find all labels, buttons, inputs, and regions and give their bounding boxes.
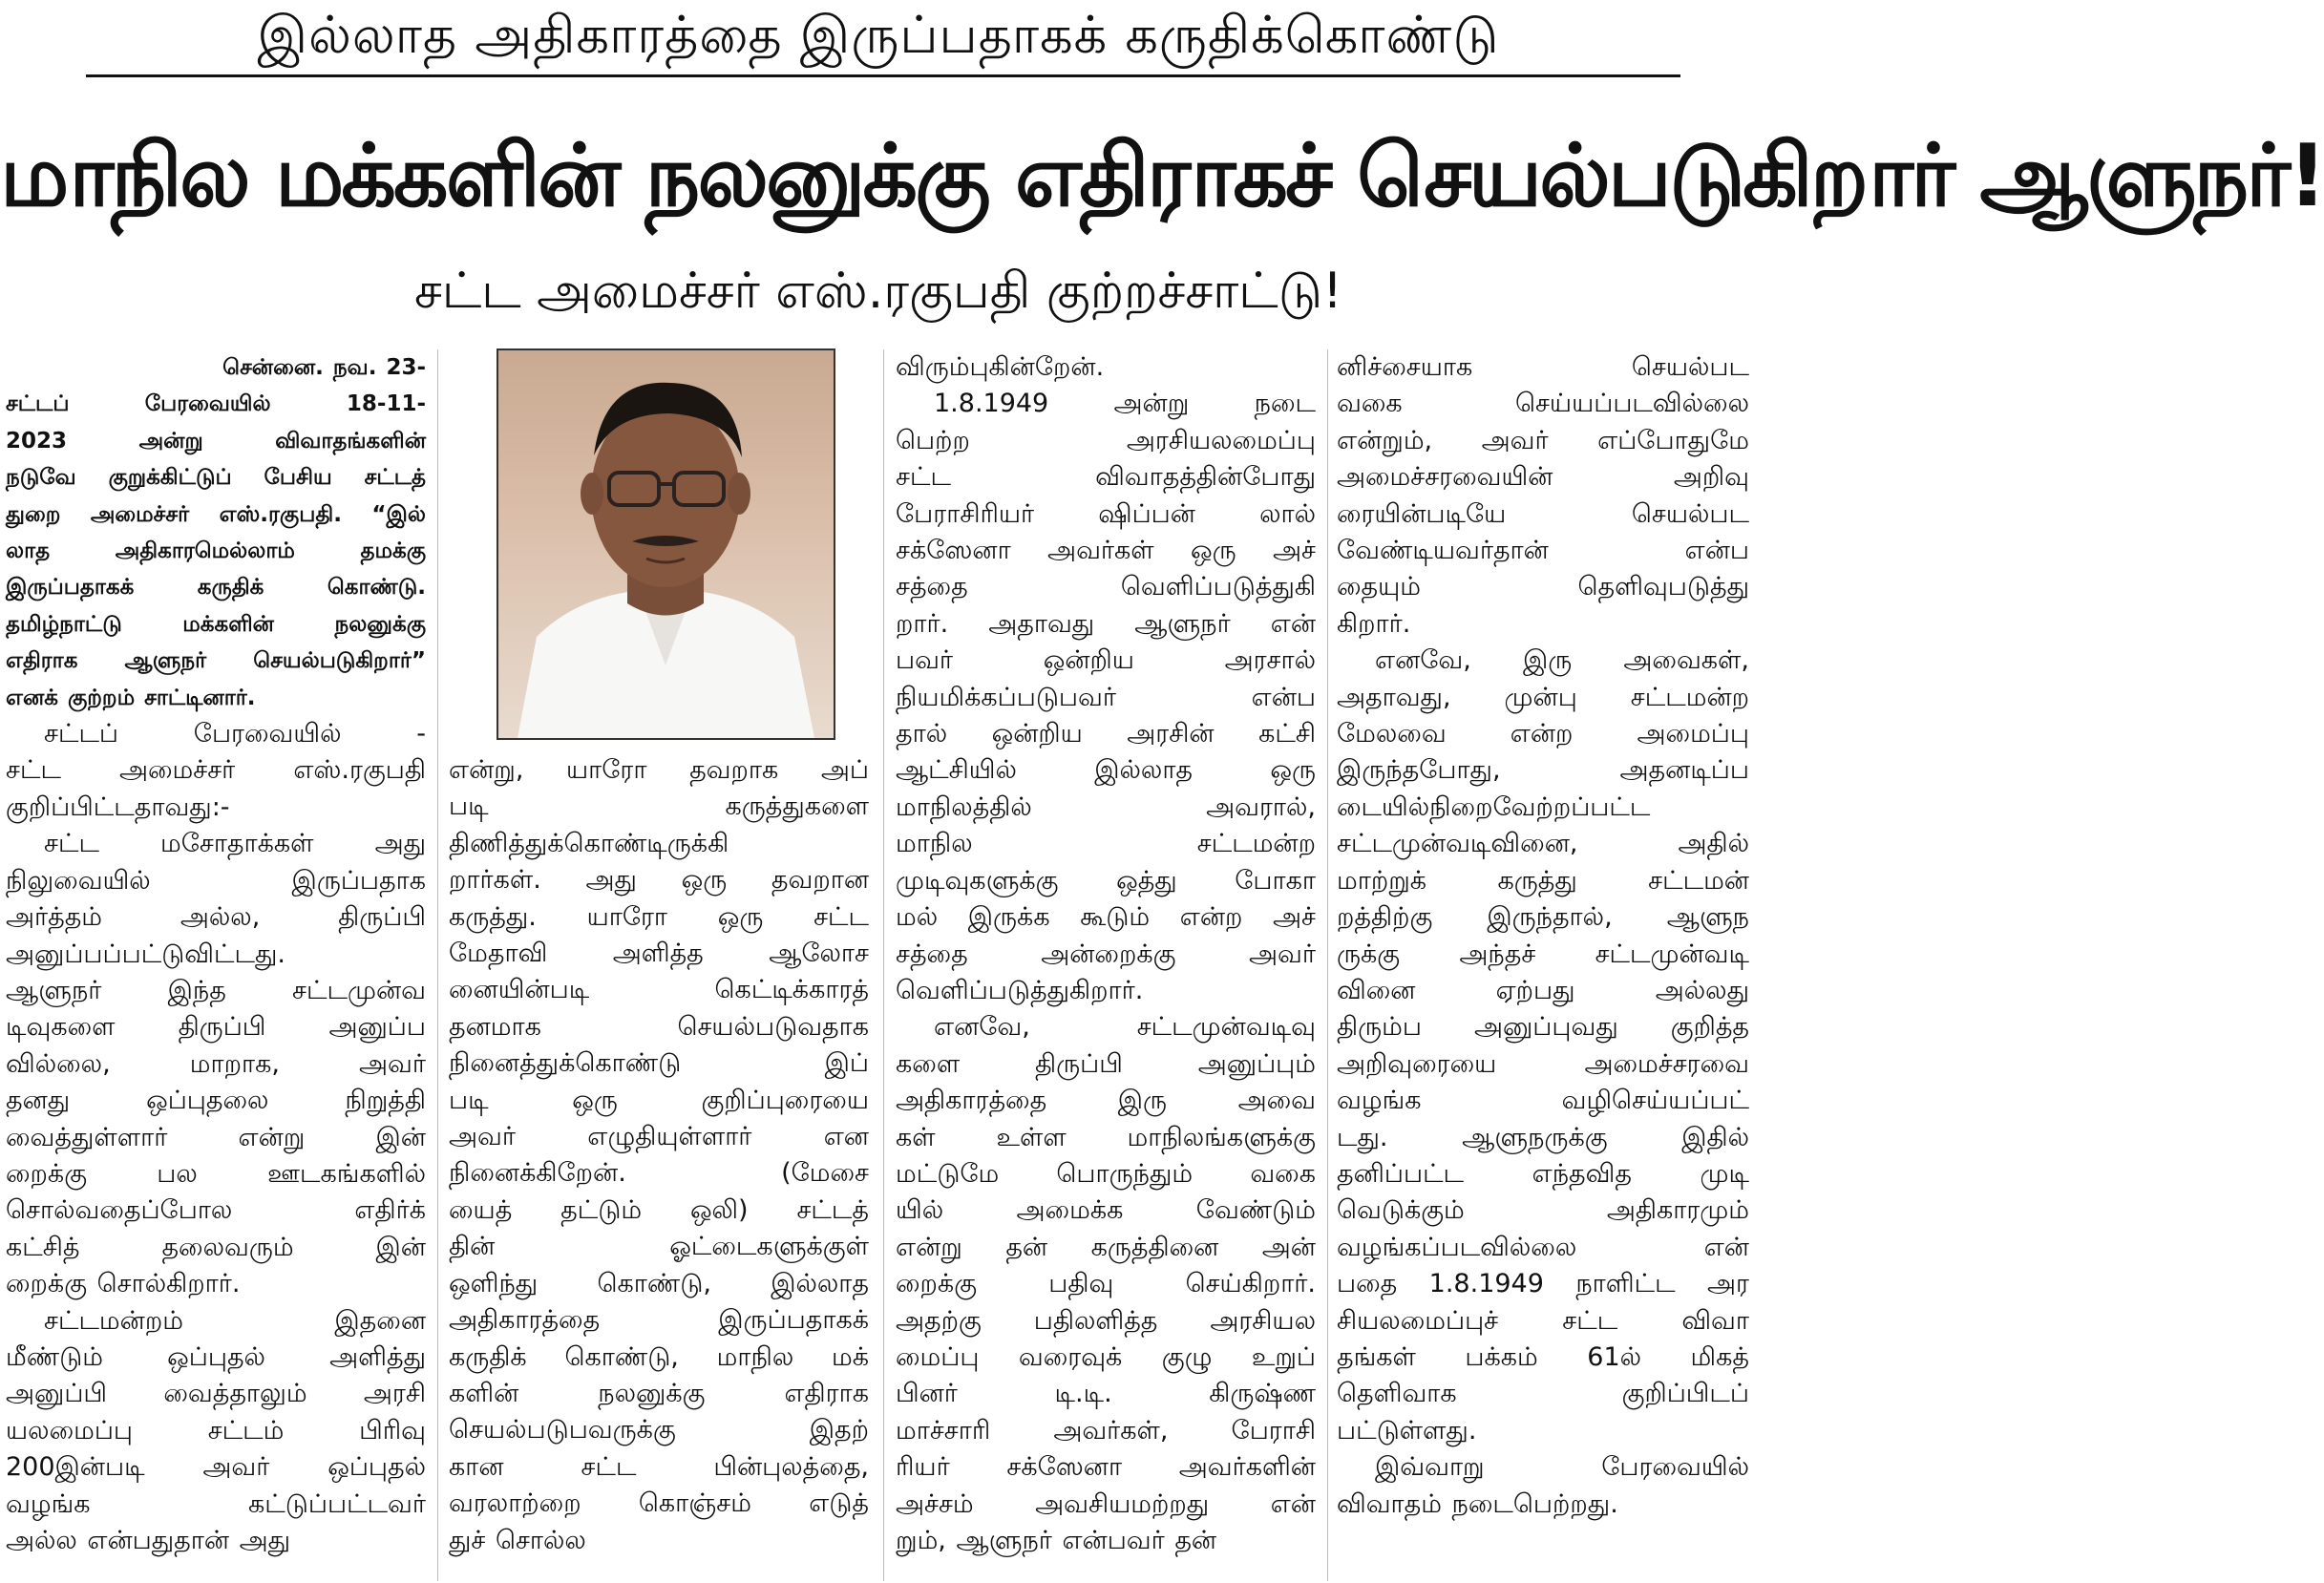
article-text-line: தனமாக செயல்படுவதாக: [449, 1011, 869, 1042]
article-text-line: மேலவை என்ற அமைப்பு: [1337, 719, 1749, 749]
article-text-line: பட்டுள்ளது.: [1337, 1415, 1477, 1446]
article-text-line: மீண்டும் ஒப்புதல் அளித்து: [6, 1341, 426, 1372]
article-text-line: பேராசிரியர் ஷிப்பன் லால்: [896, 498, 1316, 529]
main-headline: மாநில மக்களின் நலனுக்கு எதிராகச் செயல்படுகிறார் ஆளுநர்!: [0, 126, 2324, 226]
article-text-line: முடிவுகளுக்கு ஒத்து போகா: [896, 865, 1316, 896]
article-text-line: சத்தை வெளிப்படுத்துகி: [896, 572, 1316, 602]
article-text-line: கான சட்ட பின்புலத்தை,: [449, 1451, 869, 1482]
article-text-line: வில்லை, மாறாக, அவர்: [6, 1048, 426, 1079]
article-text-line: சொல்வதைப்போல எதிர்க்: [6, 1195, 426, 1226]
article-text-line: அதிகாரத்தை இரு அவை: [896, 1086, 1316, 1116]
article-text-line: றத்திற்கு இருந்தால், ஆளுந: [1337, 902, 1749, 933]
article-text-line: யைத் தட்டும் ஒலி) சட்டத்: [449, 1194, 869, 1225]
article-text-line: இருப்பதாகக் கருதிக் கொண்டு.: [6, 575, 426, 601]
column-divider: [883, 349, 884, 1581]
article-text-line: எனவே, இரு அவைகள்,: [1375, 645, 1749, 676]
article-text-line: ஆளுநர் இந்த சட்டமுன்வ: [6, 975, 426, 1005]
column-divider: [1327, 349, 1328, 1581]
article-text-line: றைக்கு பதிவு செய்கிறார்.: [896, 1269, 1316, 1299]
article-text-line: வரலாற்றை கொஞ்சம் எடுத்: [449, 1488, 869, 1519]
article-text-line: நினைத்துக்கொண்டு இப்: [449, 1048, 869, 1079]
article-text-line: சட்டப் பேரவையில் -: [44, 719, 426, 749]
article-column-2: [449, 752, 869, 1559]
article-text-line: விரும்புகின்றேன்.: [896, 352, 1105, 382]
article-text-line: துச் சொல்ல: [449, 1525, 586, 1555]
article-text-line: இருந்தபோது, அதனடிப்ப: [1337, 755, 1749, 786]
article-text-line: வழங்க வழிசெய்யப்பட்: [1337, 1086, 1749, 1116]
article-text-line: சட்ட மசோதாக்கள் அது: [44, 829, 426, 859]
portrait-image: [498, 350, 834, 738]
column-divider: [437, 349, 438, 1581]
article-text-line: தின் ஓட்டைகளுக்குள்: [449, 1232, 869, 1262]
article-column-3: [896, 349, 1316, 1559]
article-text-line: எனக் குற்றம் சாட்டினார்.: [6, 685, 256, 710]
article-text-line: 2023 அன்று விவாதங்களின்: [6, 428, 426, 454]
article-text-line: எதிராக ஆளுநர் செயல்படுகிறார்”: [6, 648, 426, 674]
article-text-line: றார்கள். அது ஒரு தவறான: [449, 865, 869, 896]
article-text-line: மல் இருக்க கூடும் என்ற அச்: [896, 902, 1316, 933]
article-text-line: றைக்கு பல ஊடகங்களில்: [6, 1158, 426, 1189]
article-text-line: வகை செய்யப்படவில்லை: [1337, 389, 1749, 419]
article-text-line: அறிவுரையை அமைச்சரவை: [1337, 1048, 1749, 1079]
article-text-line: மாநில சட்டமன்ற: [896, 829, 1316, 859]
article-text-line: படி கருத்துகளை: [449, 792, 869, 822]
article-text-line: டிவுகளை திருப்பி அனுப்ப: [6, 1012, 426, 1043]
article-text-line: தமிழ்நாட்டு மக்களின் நலனுக்கு: [6, 611, 426, 637]
article-text-line: அமைச்சரவையின் அறிவு: [1337, 462, 1749, 493]
article-text-line: தங்கள் பக்கம் 61ல் மிகத்: [1337, 1341, 1749, 1372]
article-text-line: அதிகாரத்தை இருப்பதாகக்: [449, 1305, 869, 1336]
article-text-line: பதை 1.8.1949 நாளிட்ட அர: [1337, 1269, 1749, 1299]
article-text-line: திணித்துக்கொண்டிருக்கி: [449, 828, 729, 858]
article-text-line: சக்ஸேனா அவர்கள் ஒரு அச்: [896, 536, 1316, 566]
article-text-line: யலமைப்பு சட்டம் பிரிவு: [6, 1415, 426, 1446]
article-text-line: குறிப்பிட்டதாவது:-: [6, 792, 230, 822]
article-text-line: கருத்து. யாரோ ஒரு சட்ட: [449, 901, 869, 932]
article-text-line: யில் அமைக்க வேண்டும்: [896, 1195, 1316, 1226]
article-text-line: வெளிப்படுத்துகிறார்.: [896, 975, 1144, 1005]
article-text-line: தனிப்பட்ட எந்தவித முடி: [1337, 1158, 1749, 1189]
article-text-line: சென்னை. நவ. 23-: [222, 355, 426, 380]
article-text-line: வேண்டியவர்தான் என்ப: [1337, 536, 1749, 566]
article-text-line: றார். அதாவது ஆளுநர் என்: [896, 608, 1316, 639]
article-text-line: தையும் தெளிவுபடுத்து: [1337, 572, 1749, 602]
sub-headline: சட்ட அமைச்சர் எஸ்.ரகுபதி குற்றச்சாட்டு!: [414, 263, 1342, 320]
article-text-line: மேதாவி அளித்த ஆலோச: [449, 939, 869, 969]
article-text-line: மாற்றுக் கருத்து சட்டமன்: [1337, 865, 1749, 896]
article-text-line: களை திருப்பி அனுப்பும்: [896, 1048, 1316, 1079]
article-text-line: விவாதம் நடைபெற்றது.: [1337, 1488, 1618, 1519]
article-text-line: டையில்நிறைவேற்றப்பட்ட: [1337, 792, 1651, 822]
article-text-line: ரையின்படியே செயல்பட: [1337, 498, 1749, 529]
article-text-line: றும், ஆளுநர் என்பவர் தன்: [896, 1526, 1217, 1555]
article-text-line: அனுப்பப்பட்டுவிட்டது.: [6, 939, 285, 969]
article-text-line: சட்டமன்றம் இதனை: [44, 1305, 426, 1336]
kicker-underline: [86, 74, 1680, 77]
article-text-line: சட்ட விவாதத்தின்போது: [896, 462, 1316, 493]
article-column-1: [6, 349, 426, 1559]
article-text-line: ஆட்சியில் இல்லாத ஒரு: [896, 755, 1316, 786]
article-text-line: மாநிலத்தில் அவரால்,: [896, 792, 1316, 822]
article-text-line: ருக்கு அந்தச் சட்டமுன்வடி: [1337, 939, 1749, 969]
article-text-line: னையின்படி கெட்டிக்காரத்: [449, 975, 869, 1005]
article-text-line: பெற்ற அரசியலமைப்பு: [896, 425, 1316, 455]
article-text-line: சியலமைப்புச் சட்ட விவா: [1337, 1305, 1749, 1336]
minister-photo: [496, 348, 835, 740]
article-text-line: கிறார்.: [1337, 608, 1411, 639]
article-text-line: களின் நலனுக்கு எதிராக: [449, 1378, 869, 1408]
article-text-line: கட்சித் தலைவரும் இன்: [6, 1232, 426, 1262]
article-text-line: 200இன்படி அவர் ஒப்புதல்: [6, 1452, 426, 1483]
article-text-line: என்றும், அவர் எப்போதுமே: [1337, 425, 1749, 455]
article-text-line: அதாவது, முன்பு சட்டமன்ற: [1337, 682, 1749, 712]
article-text-line: பவர் ஒன்றிய அரசால்: [896, 645, 1316, 676]
article-text-line: அதற்கு பதிலளித்த அரசியல: [896, 1305, 1316, 1336]
article-text-line: பினர் டி.டி. கிருஷ்ண: [896, 1379, 1316, 1409]
article-text-line: சட்டப் பேரவையில் 18-11-: [6, 391, 426, 417]
article-text-line: டது. ஆளுநருக்கு இதில்: [1337, 1122, 1749, 1152]
article-text-line: மைப்பு வரைவுக் குழு உறுப்: [896, 1341, 1316, 1372]
article-text-line: ரியர் சக்ஸேனா அவர்களின்: [896, 1452, 1316, 1483]
article-text-line: மாச்சாரி அவர்கள், பேராசி: [896, 1415, 1316, 1446]
article-text-line: அல்ல என்பதுதான் அது: [6, 1526, 291, 1555]
kicker-headline: இல்லாத அதிகாரத்தை இருப்பதாகக் கருதிக்கொண்டு: [257, 5, 1500, 65]
article-text-line: அர்த்தம் அல்ல, திருப்பி: [6, 902, 426, 933]
article-text-line: 1.8.1949 அன்று நடை: [934, 389, 1316, 419]
article-text-line: சட்டமுன்வடிவினை, அதில்: [1337, 829, 1749, 859]
article-text-line: படி ஒரு குறிப்புரையை: [449, 1085, 869, 1115]
article-text-line: தால் ஒன்றிய அரசின் கட்சி: [896, 719, 1316, 749]
article-text-line: தெளிவாக குறிப்பிடப்: [1337, 1379, 1749, 1409]
article-text-line: வினை ஏற்பது அல்லது: [1337, 975, 1749, 1005]
article-text-line: நினைக்கிறேன். (மேசை: [449, 1158, 869, 1189]
article-text-line: துறை அமைச்சர் எஸ்.ரகுபதி. “இல்: [6, 501, 426, 527]
article-text-line: லாத அதிகாரமெல்லாம் தமக்கு: [6, 538, 426, 564]
article-column-4: [1337, 349, 1749, 1523]
article-text-line: என்று தன் கருத்தினை அன்: [896, 1232, 1316, 1262]
article-text-line: அச்சம் அவசியமற்றது என்: [896, 1488, 1316, 1519]
article-text-line: னிச்சையாக செயல்பட: [1337, 352, 1749, 382]
article-text-line: றைக்கு சொல்கிறார்.: [6, 1269, 241, 1299]
article-text-line: மட்டுமே பொருந்தும் வகை: [896, 1158, 1316, 1189]
article-text-line: அவர் எழுதியுள்ளார் என: [449, 1122, 869, 1152]
article-text-line: கள் உள்ள மாநிலங்களுக்கு: [896, 1122, 1316, 1152]
article-text-line: ஒளிந்து கொண்டு, இல்லாத: [449, 1268, 869, 1298]
article-text-line: சத்தை அன்றைக்கு அவர்: [896, 939, 1316, 969]
article-text-line: வழங்கப்படவில்லை என்: [1337, 1232, 1749, 1262]
article-text-line: நியமிக்கப்படுபவர் என்ப: [896, 682, 1316, 712]
article-text-line: வழங்க கட்டுப்பட்டவர்: [6, 1488, 426, 1519]
article-text-line: சட்ட அமைச்சர் எஸ்.ரகுபதி: [6, 755, 426, 786]
article-text-line: நடுவே குறுக்கிட்டுப் பேசிய சட்டத்: [6, 465, 426, 491]
article-text-line: அனுப்பி வைத்தாலும் அரசி: [6, 1379, 426, 1409]
article-text-line: திரும்ப அனுப்புவது குறித்த: [1337, 1012, 1749, 1043]
article-text-line: இவ்வாறு பேரவையில்: [1375, 1452, 1749, 1483]
article-text-line: நிலுவையில் இருப்பதாக: [6, 865, 426, 896]
article-text-line: வைத்துள்ளார் என்று இன்: [6, 1122, 426, 1152]
article-text-line: எனவே, சட்டமுன்வடிவு: [934, 1012, 1316, 1043]
article-text-line: வெடுக்கும் அதிகாரமும்: [1337, 1195, 1749, 1226]
article-text-line: கருதிக் கொண்டு, மாநில மக்: [449, 1341, 869, 1372]
article-text-line: தனது ஒப்புதலை நிறுத்தி: [6, 1086, 426, 1116]
article-text-line: செயல்படுபவருக்கு இதற்: [449, 1415, 869, 1446]
article-text-line: என்று, யாரோ தவறாக அப்: [449, 755, 869, 785]
